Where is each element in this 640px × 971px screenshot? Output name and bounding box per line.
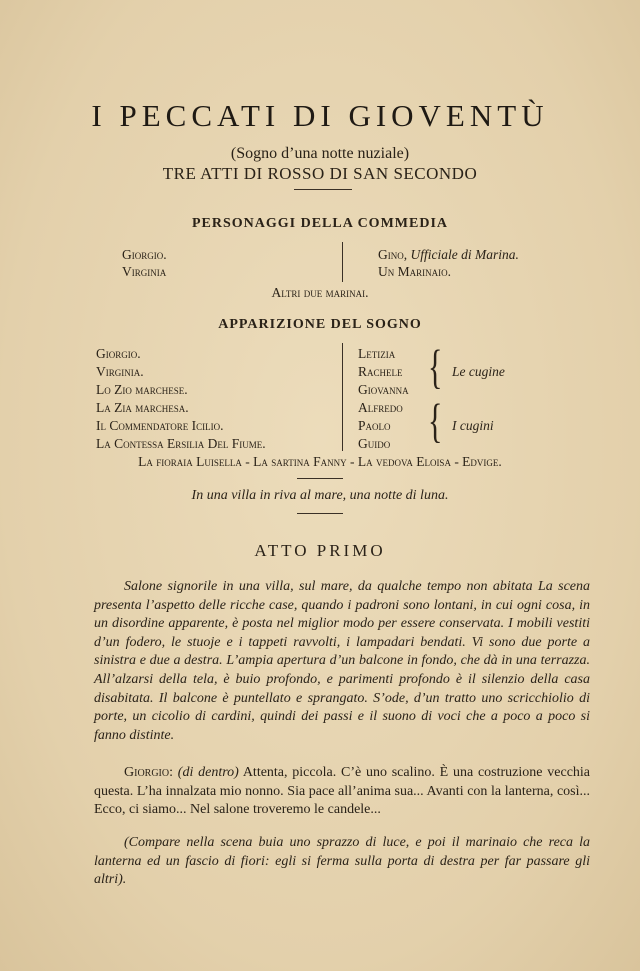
cugino-0: Alfredo	[358, 400, 403, 415]
cugino-1: Paolo	[358, 418, 391, 433]
apparizione-left-0: Giorgio.	[96, 346, 141, 361]
apparizione-left-4: Il Commendatore Icilio.	[96, 418, 224, 433]
gino-role: Ufficiale di Marina.	[410, 247, 519, 262]
apparizione-divider	[342, 343, 343, 451]
act-heading: ATTO PRIMO	[254, 541, 386, 560]
dialogue-text: Attenta, piccola. C’è uno scalino. È una costruzione vecchia questa. L’ha innalzata mio nonno. Sia pace all’anima sua... Avanti con la lanterna, così... Ecco, ci siamo... Nel salone troveremo le candele...	[94, 765, 591, 818]
personaggi-heading: PERSONAGGI DELLA COMMEDIA	[191, 216, 449, 231]
dialogue-direction: (di dentro)	[177, 765, 239, 780]
act-divider	[297, 513, 343, 514]
cugino-2: Guido	[358, 436, 391, 451]
setting-divider	[297, 478, 343, 479]
stage-direction: Salone signorile in una villa, sul mare, da qualche tempo non abitata La scena presenta l’aspetto delle ricche case, quando i padroni sono lontani, in cui ogni cosa, in un disordine apparente, è posta nel miglior modo per essere conservata. I mobili vestiti d’un fodero, le stuoje e i tappeti ravvolti, i lampadari bendati. Vi sono due porte a sinistra e due a destra. L’ampia apertura d’un balcone in fondo, che dà in una terrazza. All’alzarsi della tela, è buio profondo, e parimenti profondo è il silenzio della casa disabitata. Il balcone è puntellato e sprangato. S’ode, d’un tratto uno scricchiolio di porte, un cicolio di cardini, quindi dei passi e il suono di voci che a poco a poco si fanno distinte.	[94, 579, 590, 743]
personaggio-gino	[378, 247, 519, 263]
personaggio-marinaio: Un Marinaio.	[378, 264, 451, 279]
setting-line: In una villa in riva al mare, una notte di luna.	[191, 488, 449, 503]
personaggi-divider	[342, 242, 343, 282]
dialogue-speaker: Giorgio	[124, 765, 170, 780]
apparizione-left-1: Virginia.	[96, 364, 144, 379]
play-title: I PECCATI DI GIOVENTÙ	[91, 98, 549, 133]
apparizione-bottom-line: La fioraia Luisella - La sartina Fanny - La vedova Eloisa - Edvige.	[138, 454, 502, 469]
cugina-0: Letizia	[358, 346, 396, 361]
personaggi-extra: Altri due marinai.	[271, 285, 369, 300]
play-subtitle: (Sogno d’una notte nuziale)	[230, 145, 410, 162]
acts-author-line: TRE ATTI DI ROSSO DI SAN SECONDO	[162, 164, 478, 183]
personaggio-giorgio: Giorgio.	[122, 247, 167, 262]
cugina-1: Rachele	[358, 364, 403, 379]
apparizione-left-5: La Contessa Ersilia Del Fiume.	[96, 436, 266, 451]
cugini-label: I cugini	[452, 418, 494, 433]
cugini-brace: {	[428, 394, 443, 448]
personaggio-virginia: Virginia	[122, 264, 167, 279]
title-divider	[294, 189, 352, 190]
apparizione-left-3: La Zia marchesa.	[96, 400, 189, 415]
dialogue-giorgio: Giorgio: (di dentro) Attenta, piccola. C’è uno scalino. È una costruzione vecchia questa. L’ha innalzata mio nonno. Sia pace all’anima sua... Avanti con la lanterna, così... Ecco, ci siamo... Nel salone troveremo le candele...	[94, 765, 591, 818]
cugina-2: Giovanna	[358, 382, 409, 397]
final-direction: (Compare nella scena buia uno sprazzo di luce, e poi il marinaio che reca la lanterna ed un fascio di fiori: egli si ferma sulla porta di destra per far passare gli altri).	[94, 835, 590, 888]
cugine-label: Le cugine	[452, 364, 505, 379]
cugine-brace: {	[428, 340, 443, 394]
gino-name: Gino,	[378, 247, 408, 262]
apparizione-heading: APPARIZIONE DEL SOGNO	[218, 317, 422, 332]
apparizione-left-2: Lo Zio marchese.	[96, 382, 188, 397]
